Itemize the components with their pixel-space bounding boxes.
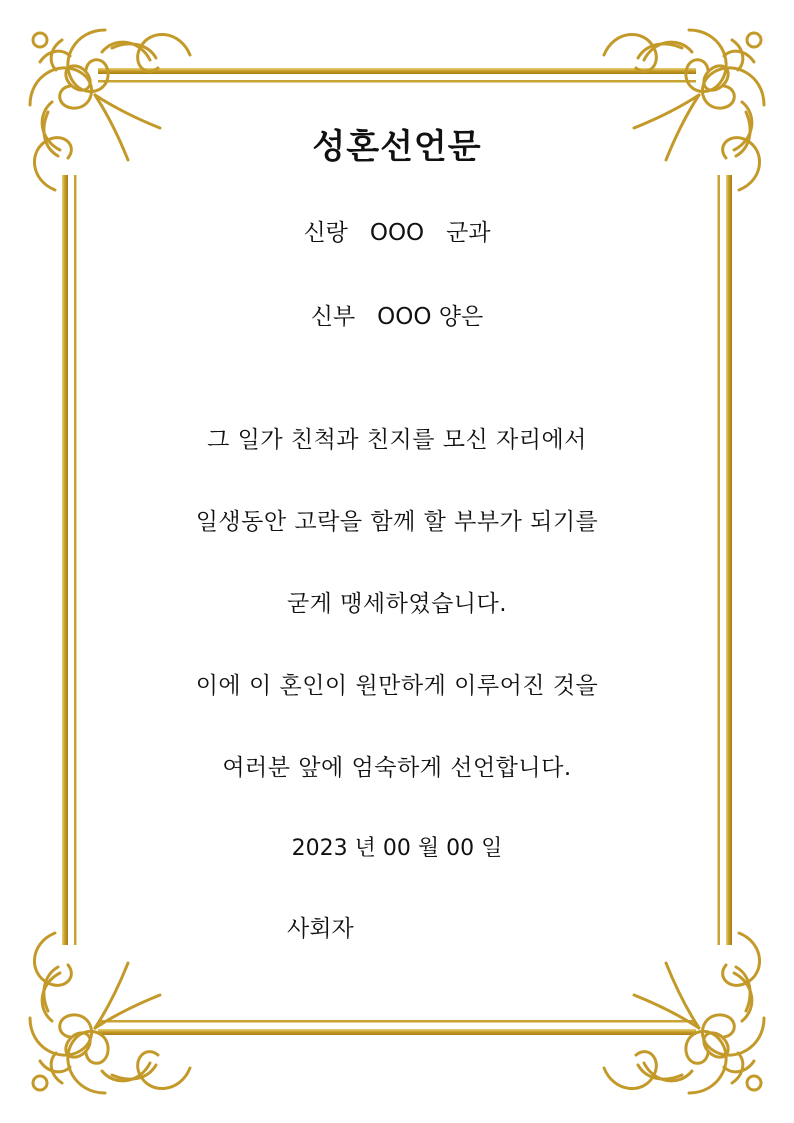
body-line-2: 일생동안 고락을 함께 할 부부가 되기를: [195, 509, 599, 535]
body-line-4: 이에 이 혼인이 원만하게 이루어진 것을: [195, 673, 599, 699]
body-line-1: 그 일가 친척과 친지를 모신 자리에서: [207, 427, 587, 453]
date-line: 2023 년 00 월 00 일: [291, 836, 503, 861]
body-line-3: 굳게 맹세하였습니다.: [286, 591, 508, 617]
bride-line: 신부 OOO 양은: [310, 304, 484, 330]
officiant-label: 사회자: [287, 916, 354, 942]
document-title: 성혼선언문: [312, 127, 482, 167]
body-line-5: 여러분 앞에 엄숙하게 선언합니다.: [222, 755, 572, 781]
groom-line: 신랑 OOO 군과: [303, 220, 491, 246]
